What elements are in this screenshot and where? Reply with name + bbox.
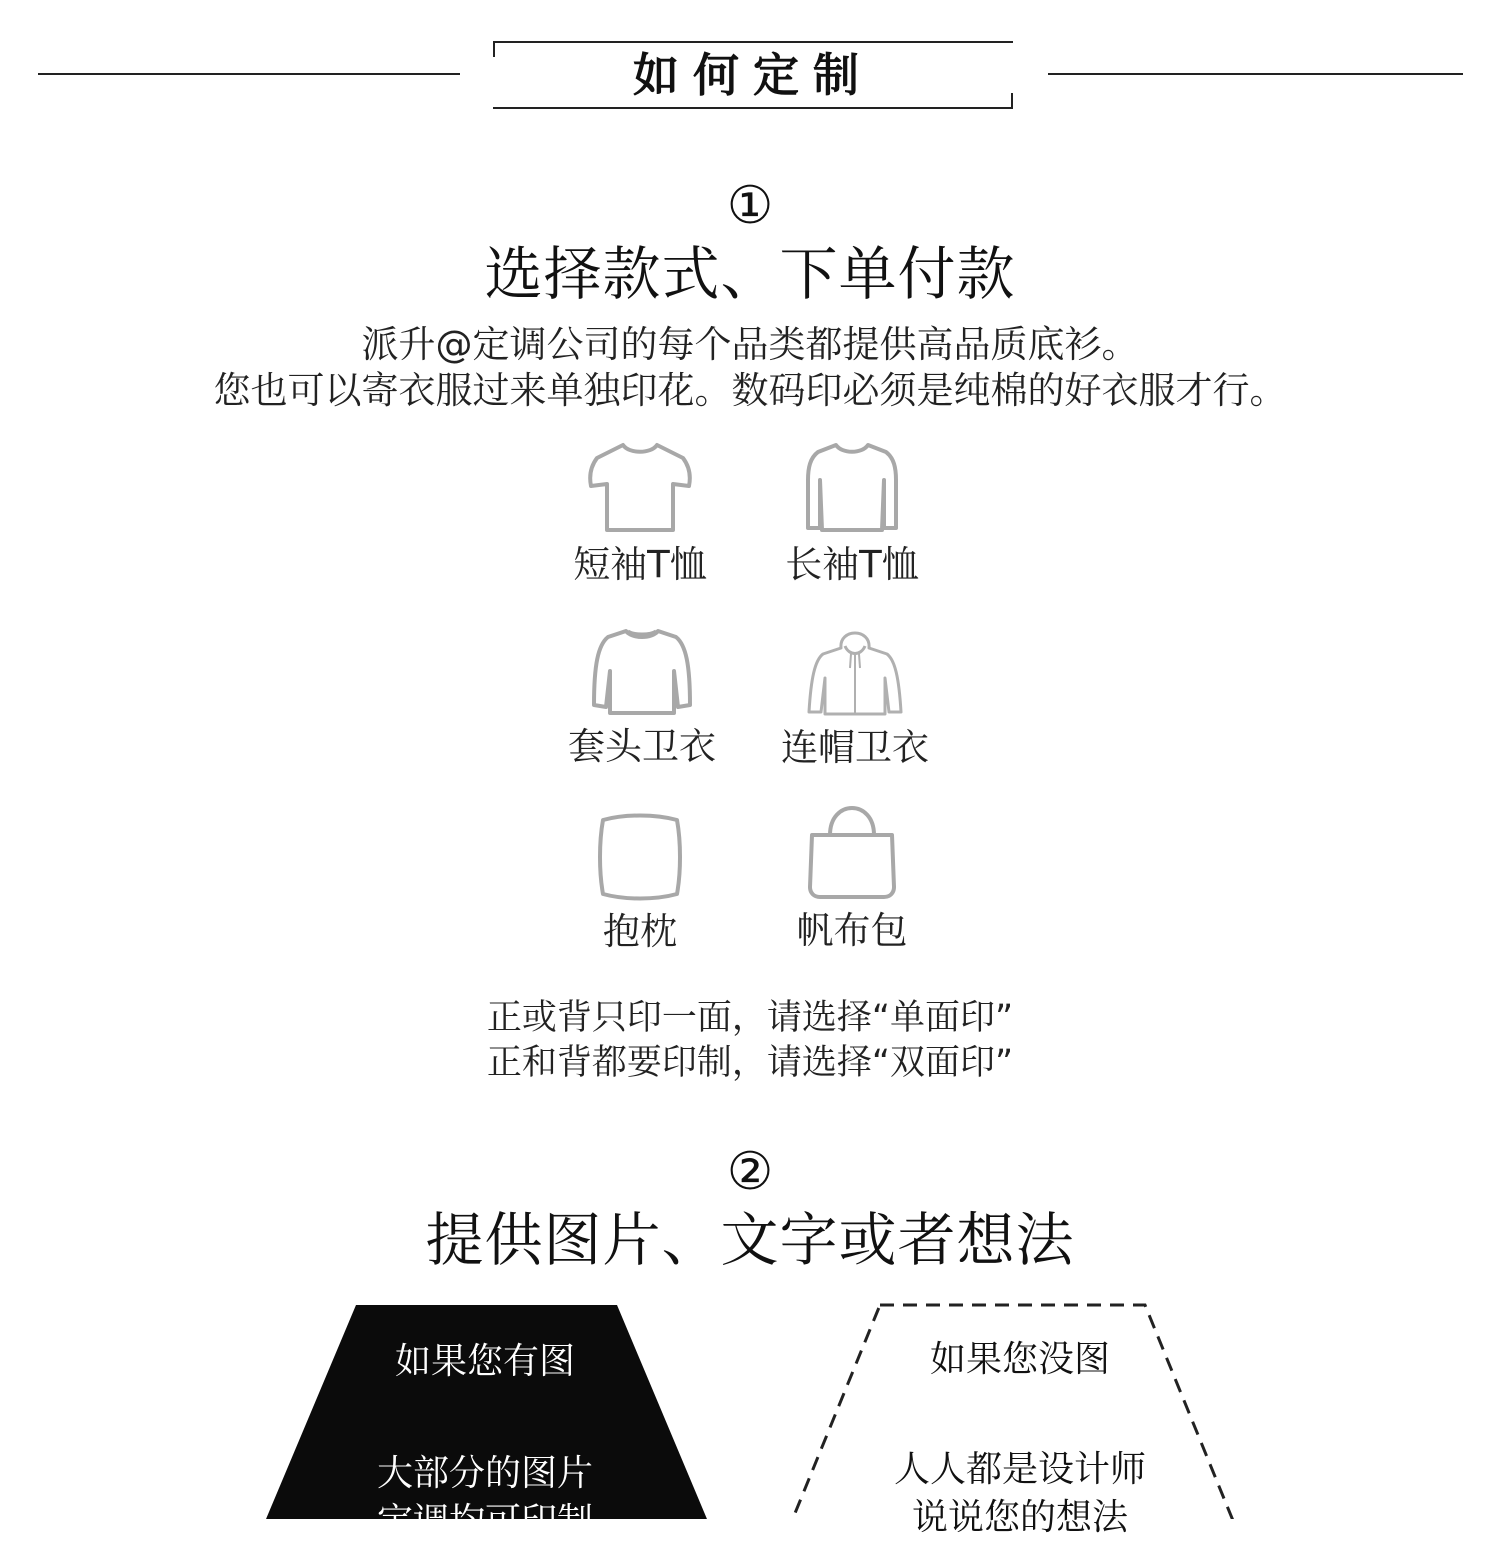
product-pillow[interactable] (540, 812, 740, 954)
pillow-icon (595, 812, 685, 902)
product-hoodie[interactable] (755, 618, 955, 770)
cards-graphic (0, 1290, 1500, 1519)
no-image-line1: 人人都是设计师 (893, 1449, 1146, 1490)
product-label: 帆布包 (796, 909, 908, 952)
step1-number: ① (726, 176, 774, 236)
product-long-tshirt[interactable] (752, 440, 952, 587)
tshirt-short-sleeve-icon (585, 440, 695, 535)
hoodie-icon (805, 618, 905, 718)
have-image-heading: 如果您有图 (394, 1341, 575, 1382)
product-short-tshirt[interactable] (540, 440, 740, 587)
product-sweatshirt[interactable] (542, 625, 742, 769)
tote-bag-icon (804, 795, 900, 901)
tshirt-long-sleeve-icon (802, 440, 902, 535)
step2-number: ② (726, 1142, 774, 1202)
sweatshirt-icon (590, 625, 694, 717)
product-label: 抱枕 (603, 910, 677, 953)
no-image-line2: 说说您的想法 (911, 1497, 1128, 1538)
product-label: 套头卫衣 (568, 725, 716, 768)
step2-title: 提供图片、文字或者想法 (425, 1206, 1075, 1274)
page-title: 如何定制 (633, 48, 873, 102)
have-image-line1: 大部分的图片 (376, 1453, 593, 1494)
product-label: 长袖T恤 (785, 543, 919, 586)
step1-desc-line1: 派升@定调公司的每个品类都提供高品质底衫。 (361, 323, 1139, 366)
header-rule-left (38, 73, 460, 75)
no-image-heading: 如果您没图 (929, 1339, 1110, 1380)
header-title-frame (493, 41, 1013, 109)
print-note-single: 正或背只印一面，请选择“单面印” (486, 998, 1014, 1038)
have-image-line2: 定调均可印制 (376, 1501, 593, 1542)
product-label: 短袖T恤 (573, 543, 707, 586)
product-tote-bag[interactable] (752, 795, 952, 953)
product-label: 连帽卫衣 (781, 726, 929, 769)
header-rule-right (1048, 73, 1463, 75)
print-note-double: 正和背都要印制，请选择“双面印” (486, 1043, 1014, 1083)
step1-title: 选择款式、下单付款 (484, 240, 1016, 308)
step1-desc-line2: 您也可以寄衣服过来单独印花。数码印必须是纯棉的好衣服才行。 (213, 369, 1287, 412)
